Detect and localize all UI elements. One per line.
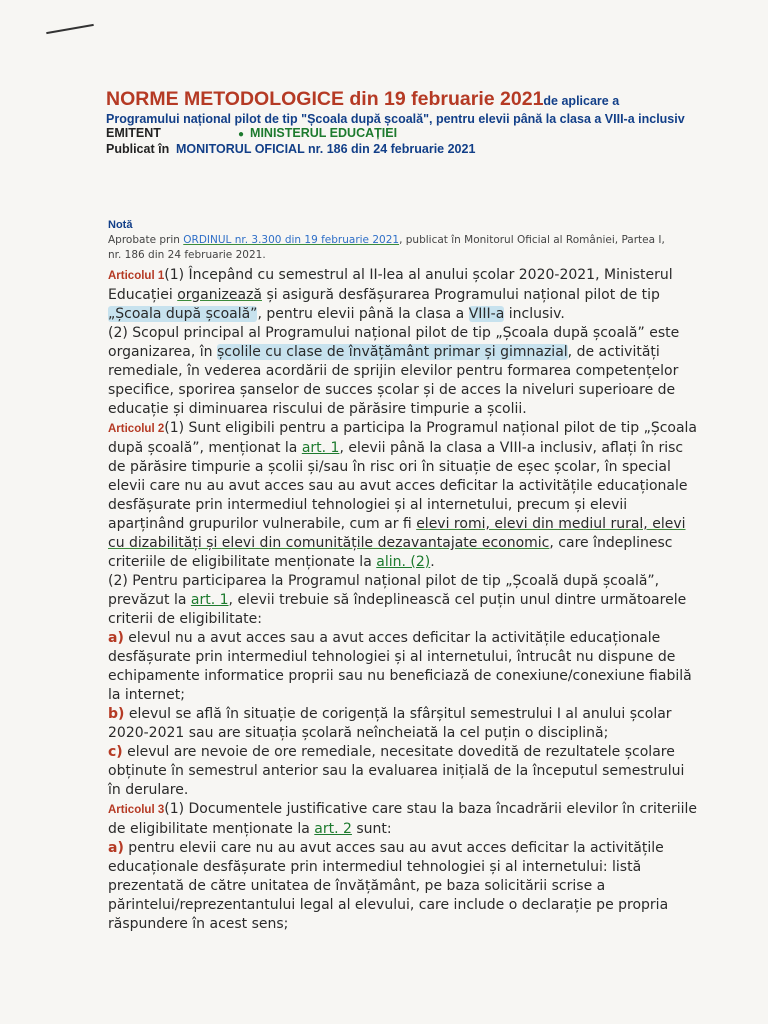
scan-pen-mark (46, 24, 94, 34)
text: , elevii până la clasa a VIII-a inclusiv, aflați în risc de părăsire timpurie a școlii și/sau în risc ori în situație de eșec școlar, în special elevii care nu au avut acces sau au avut acces deficitar la activitățile educaționale desfășurate prin intermediul tehnologiei și al internetului, precum și elevii aparținând grupurilor vulnerabile, cum ar fi (108, 440, 688, 532)
item-label: a) (108, 630, 124, 646)
text: inclusiv. (504, 306, 565, 322)
document-header (106, 88, 726, 157)
highlight: VIII-a (468, 306, 505, 322)
text: elevul nu a avut acces sau a avut acces deficitar la activitățile educaționale desfășurate prin intermediul tehnologiei și al internetului, întrucât nu dispune de echipamente informatice proprii sau nu beneficiază de conexiune/conexiune fiabilă la internet; (108, 630, 692, 703)
article-ref-link[interactable]: art. 2 (314, 821, 352, 837)
item-label: b) (108, 706, 125, 722)
text: , elevii trebuie să îndeplinească cel puțin unul dintre următoarele criterii de eligibilitate: (108, 592, 687, 627)
note-text (108, 233, 668, 263)
item-label: c) (108, 744, 123, 760)
text: pentru elevii care nu au avut acces sau au avut acces deficitar la activitățile educaționale desfășurate prin intermediul tehnologiei și al internetului: listă prezentată de către unitatea de învățământ, pe baza solicitării scrise a părintelui/reprezentantului legal al elevului, care include o declarație pe propria răspundere în acest sens; (108, 840, 669, 932)
note-label: Notă (108, 219, 133, 231)
article-ref-link[interactable]: art. 1 (301, 440, 340, 456)
document-title-tail: de aplicare a (543, 94, 620, 108)
note-section (108, 218, 668, 263)
article-1-para-1 (108, 266, 698, 324)
article-3-para-1 (108, 800, 698, 839)
issuer-label: EMITENT (106, 126, 161, 140)
text: , pentru elevii până la clasa a (257, 306, 469, 322)
article-1-label: Articolul 1 (108, 270, 165, 282)
document-title: NORME METODOLOGICE din 19 februarie 2021 (106, 88, 544, 110)
note-text-pre: Aprobate prin (108, 234, 184, 246)
text: elevul are nevoie de ore remediale, necesitate dovedită de rezultatele școlare obținute în semestrul anterior sau la evaluarea inițială de la începutul semestrului în derulare. (108, 744, 685, 798)
text: (2) Pentru participarea la Programul național pilot de tip „Școală după școală”, prevăzut la (108, 573, 660, 608)
published-in: MONITORUL OFICIAL nr. 186 din 24 februarie 2021 (176, 142, 476, 156)
note-text-post: , publicat în Monitorul Oficial al României, Partea I, nr. 186 din 24 februarie 2021. (108, 234, 665, 261)
text: (2) Scopul principal al Programului național pilot de tip „Școala după școală” este organizarea, în (108, 325, 680, 360)
text: (1) Sunt eligibili pentru a participa la Programul național pilot de tip „Școala după școală”, menționat la (108, 420, 698, 456)
text: (1) Începând cu semestrul al II-lea al anului școlar 2020-2021, Ministerul Educației (108, 267, 673, 303)
issuer-row (106, 126, 726, 142)
text: , care îndeplinesc criteriile de eligibilitate menționate la (108, 535, 673, 570)
text: sunt: (351, 821, 392, 837)
article-ref-link[interactable]: art. 1 (190, 592, 229, 608)
text: (1) Documentele justificative care stau la baza încadrării elevilor în criteriile de eligibilitate menționate la (108, 801, 697, 837)
highlight: școlile cu clase de învățământ primar și gimnazial (217, 344, 568, 360)
item-label: a) (108, 840, 124, 856)
text: elevul se află în situație de corigență la sfârșitul semestrului I al anului școlar 2020-2021 sau are situația școlară neîncheiată la cel puțin o disciplină; (108, 706, 672, 741)
text: , de activități remediale, în vederea acordării de sprijin elevilor pentru formarea competențelor specifice, sporirea șanselor de succes școlar și de acces la niveluri superioare de educație și diminuarea riscului de părăsire timpurie a școlii. (108, 344, 679, 417)
bullet-icon: ● (238, 129, 245, 140)
article-2-para-2 (108, 572, 698, 629)
paragraph-ref-link[interactable]: alin. (2) (376, 554, 431, 570)
published-row (106, 142, 726, 157)
highlight: „Școala după școală” (108, 306, 258, 322)
article-3-label: Articolul 3 (108, 804, 165, 816)
text: elevi romi, elevi din mediul rural, elevi cu dizabilități și elevi din comunitățile dezavantajate economic (108, 516, 686, 551)
title-line (106, 88, 726, 111)
articles-body (108, 266, 698, 934)
criterion-b (108, 705, 698, 743)
document-subtitle: Programului național pilot de tip "Școala după școală", pentru elevii până la clasa a VIII-a inclusiv (106, 112, 685, 126)
published-label: Publicat în (106, 142, 170, 156)
text: organizează (177, 287, 262, 303)
criterion-a (108, 629, 698, 705)
article-3-item-a (108, 839, 698, 934)
text: . (430, 554, 435, 570)
order-link[interactable]: ORDINUL nr. 3.300 din 19 februarie 2021 (183, 234, 400, 246)
article-2-para-1 (108, 419, 698, 572)
text: și asigură desfășurarea Programului național pilot de tip (262, 287, 660, 303)
criterion-c (108, 743, 698, 800)
issuer-name: MINISTERUL EDUCAȚIEI (250, 126, 398, 140)
article-1-para-2 (108, 324, 698, 419)
article-2-label: Articolul 2 (108, 423, 165, 435)
